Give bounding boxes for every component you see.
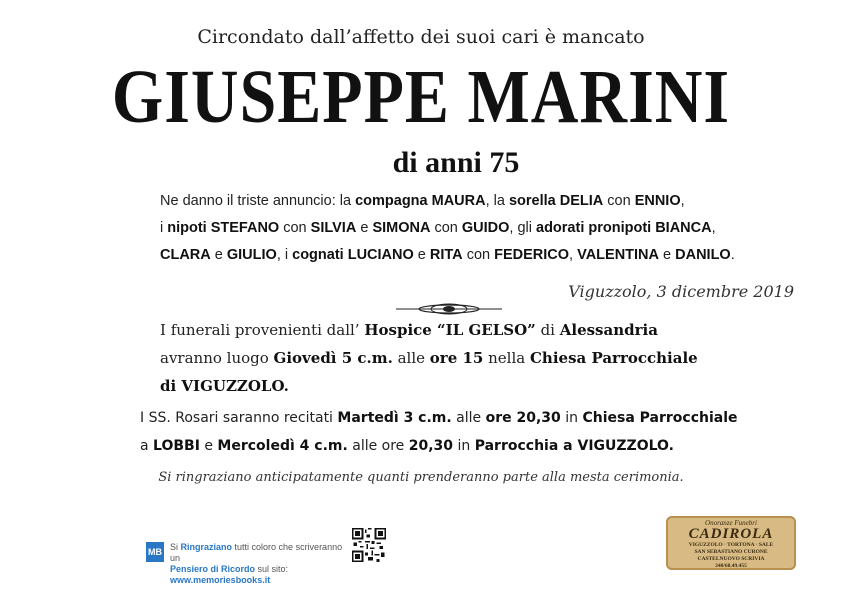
intro-line: Circondato dall’affetto dei suoi cari è mancato [197, 26, 645, 48]
memoriesbooks-link[interactable]: www.memoriesbooks.it [170, 575, 271, 585]
family-line: i nipoti STEFANO con SILVIA e SIMONA con GUIDO, gli adorati pronipoti BIANCA, [160, 220, 716, 236]
funeral-line: I funerali provenienti dall’ Hospice “IL GELSO” di Alessandria [160, 321, 658, 339]
funeral-line: avranno luogo Giovedì 5 c.m. alle ore 15 nella Chiesa Parrocchiale [160, 349, 698, 367]
rosary-notice [140, 404, 830, 460]
deceased-name: GIUSEPPE MARINI [111, 55, 731, 140]
family-line: CLARA e GIULIO, i cognati LUCIANO e RITA con FEDERICO, VALENTINA e DANILO. [160, 247, 735, 263]
qr-code-icon[interactable] [352, 528, 386, 562]
memoriesbooks-logo-icon: MB [146, 542, 164, 562]
place-date: Viguzzolo, 3 dicembre 2019 [568, 282, 794, 301]
age-line: di anni 75 [392, 146, 520, 179]
rosary-line: a LOBBI e Mercoledì 4 c.m. alle ore 20,30 in Parrocchia a VIGUZZOLO. [140, 438, 674, 454]
funeral-home-seal: Onoranze Funebri CADIROLA VIGUZZOLO · TORTONA · SALE SAN SEBASTIANO CURONE CASTELNUOVO SCRIVIA 340/68.49.455 [666, 516, 796, 570]
funeral-notice [160, 316, 810, 400]
funeral-line: di VIGUZZOLO. [160, 377, 289, 395]
ornament-divider-icon [396, 302, 502, 316]
family-line: Ne danno il triste annuncio: la compagna MAURA, la sorella DELIA con ENNIO, [160, 193, 685, 209]
memoriesbooks-note: Si Ringraziano tutti coloro che scriveranno un Pensiero di Ricordo sul sito: www.memoriesbooks.it [170, 542, 343, 585]
rosary-line: I SS. Rosari saranno recitati Martedì 3 c.m. alle ore 20,30 in Chiesa Parrocchiale [140, 410, 738, 426]
family-announcement [160, 188, 800, 269]
thanks-line: Si ringraziano anticipatamente quanti prenderanno parte alla mesta cerimonia. [158, 470, 684, 485]
